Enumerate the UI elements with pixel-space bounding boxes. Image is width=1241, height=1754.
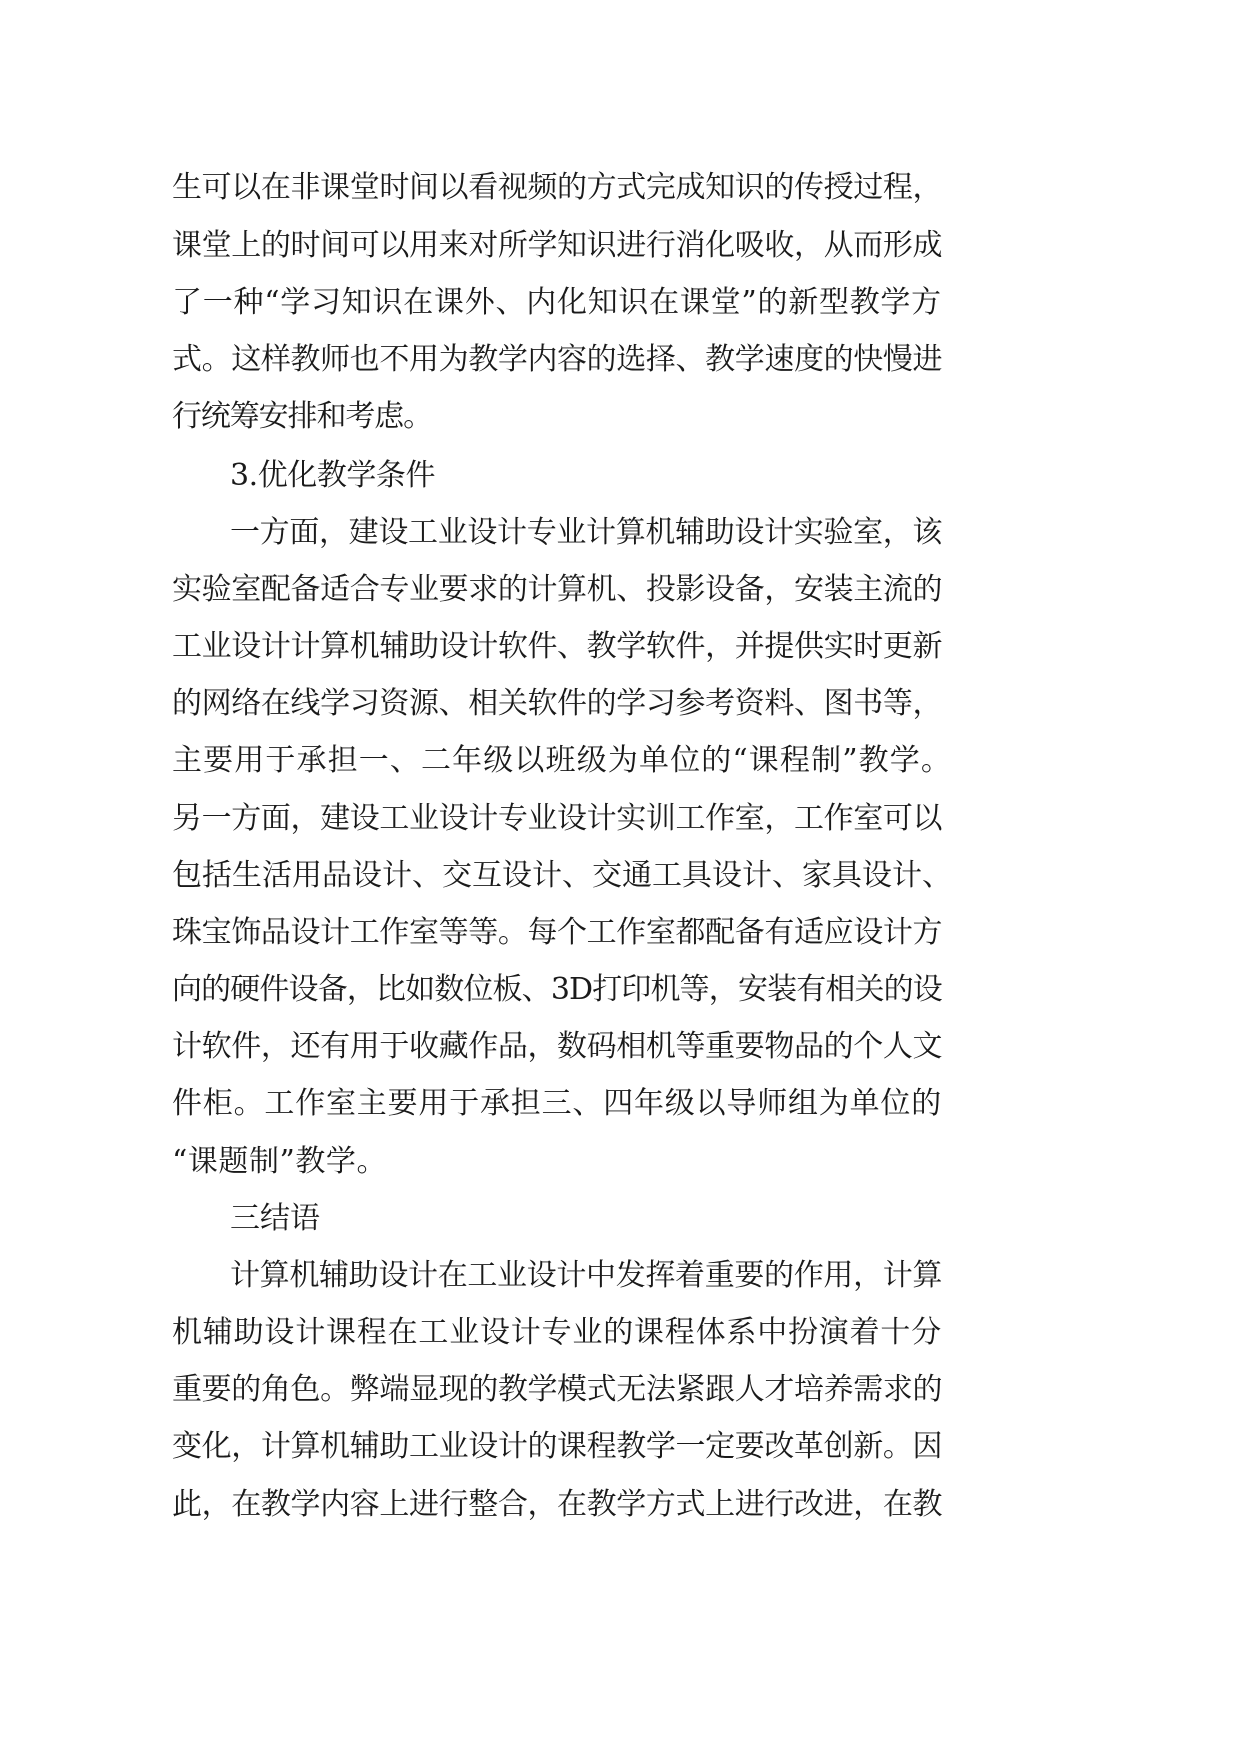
text-line: 了一种“学习知识在课外、内化知识在课堂”的新型教学方	[172, 285, 942, 320]
text-line: 的网络在线学习资源、相关软件的学习参考资料、图书等，	[172, 686, 943, 721]
text-line: 件柜。工作室主要用于承担三、四年级以导师组为单位的	[172, 1086, 942, 1121]
text-line: 工业设计计算机辅助设计软件、教学软件，并提供实时更新	[172, 629, 943, 664]
text-line: 计算机辅助设计在工业设计中发挥着重要的作用，计算	[230, 1258, 943, 1293]
text-line: “课题制”教学。	[172, 1144, 387, 1179]
text-line: 式。这样教师也不用为教学内容的选择、教学速度的快慢进	[172, 342, 943, 377]
text-line: 重要的角色。弊端显现的教学模式无法紧跟人才培养需求的	[172, 1372, 943, 1407]
text-line: 向的硬件设备，比如数位板、3D打印机等，安装有相关的设	[172, 972, 942, 1007]
text-line: 此，在教学内容上进行整合，在教学方式上进行改进，在教	[172, 1487, 943, 1522]
section-heading: 3.优化教学条件	[230, 458, 436, 493]
text-line: 实验室配备适合专业要求的计算机、投影设备，安装主流的	[172, 572, 943, 607]
text-line: 珠宝饰品设计工作室等等。每个工作室都配备有适应设计方	[172, 915, 943, 950]
text-line: 变化，计算机辅助工业设计的课程教学一定要改革创新。因	[172, 1429, 943, 1464]
text-line: 课堂上的时间可以用来对所学知识进行消化吸收，从而形成	[172, 228, 943, 263]
text-line: 另一方面，建设工业设计专业设计实训工作室，工作室可以	[172, 801, 943, 836]
text-line: 一方面，建设工业设计专业计算机辅助设计实验室，该	[230, 515, 943, 550]
text-line: 行统筹安排和考虑。	[172, 399, 433, 434]
text-line: 生可以在非课堂时间以看视频的方式完成知识的传授过程，	[172, 170, 943, 205]
text-line: 计软件，还有用于收藏作品，数码相机等重要物品的个人文	[172, 1029, 943, 1064]
text-line: 包括生活用品设计、交互设计、交通工具设计、家具设计、	[172, 858, 952, 893]
section-heading: 三结语	[230, 1201, 320, 1236]
text-line: 主要用于承担一、二年级以班级为单位的“课程制”教学。	[172, 743, 953, 778]
text-line: 机辅助设计课程在工业设计专业的课程体系中扮演着十分	[172, 1315, 942, 1350]
